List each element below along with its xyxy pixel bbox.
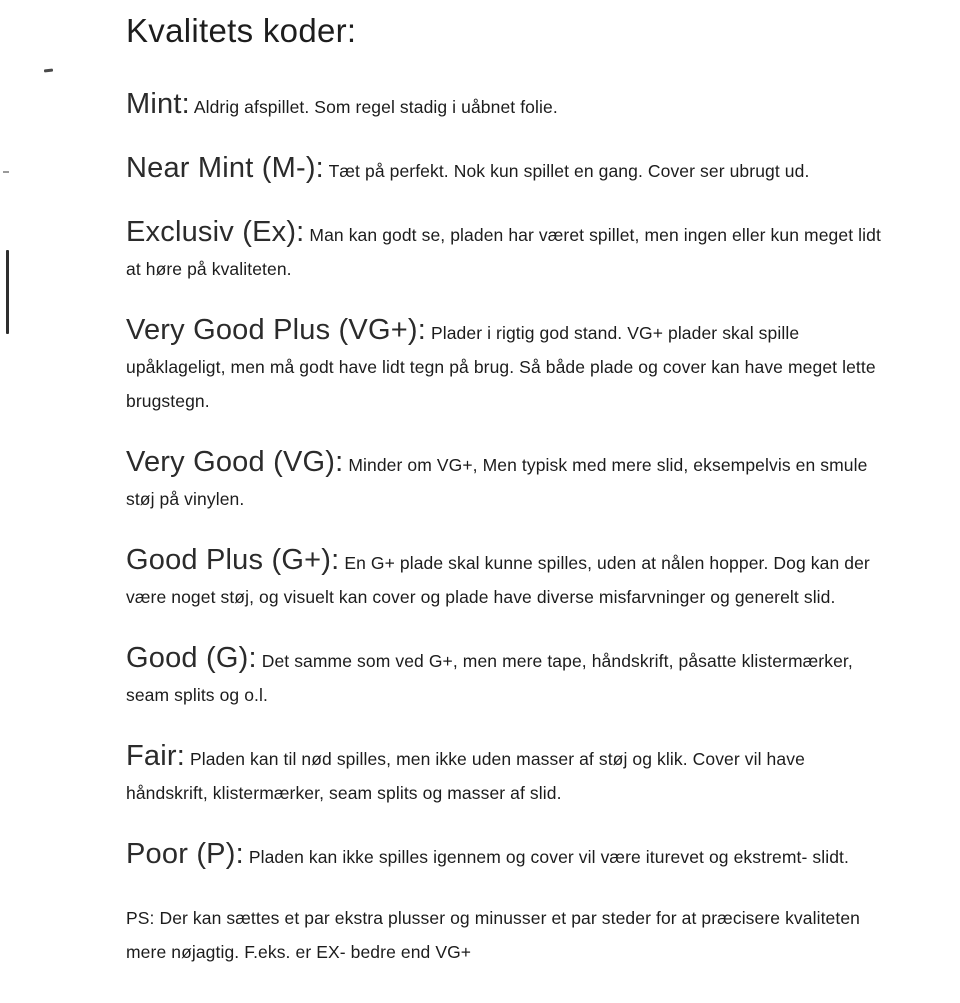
document-content <box>126 10 884 969</box>
quality-description: Man kan godt se, pladen har været spillet, men ingen eller kun meget lidt at høre på kvaliteten. <box>126 225 881 280</box>
quality-description: Pladen kan til nød spilles, men ikke uden masser af støj og klik. Cover vil have håndskrift, klistermærker, seam splits og masser af slid. <box>126 749 805 804</box>
quality-term: Poor (P): <box>126 838 244 871</box>
page-title: Kvalitets koder: <box>126 12 357 49</box>
quality-entry-exclusiv <box>126 215 884 286</box>
quality-entry-good <box>126 641 884 712</box>
quality-description: En G+ plade skal kunne spilles, uden at nålen hopper. Dog kan der være noget støj, og visuelt kan cover og plade have diverse misfarvninger og generelt slid. <box>126 553 870 608</box>
quality-description: Minder om VG+, Men typisk med mere slid, eksempelvis en smule støj på vinylen. <box>126 455 868 510</box>
quality-description: Tæt på perfekt. Nok kun spillet en gang. Cover ser ubrugt ud. <box>328 161 810 182</box>
quality-entry-near-mint <box>126 151 884 188</box>
quality-description: Det samme som ved G+, men mere tape, håndskrift, påsatte klistermærker, seam splits og o.l. <box>126 651 853 706</box>
quality-entry-good-plus <box>126 543 884 614</box>
quality-description: Aldrig afspillet. Som regel stadig i uåbnet folie. <box>193 97 558 118</box>
footnote: PS: Der kan sættes et par ekstra plusser og minusser et par steder for at præcisere kvaliteten mere nøjagtig. F.eks. er EX- bedre end VG+ <box>126 908 861 963</box>
quality-term: Good Plus (G+): <box>126 544 340 577</box>
quality-term: Very Good (VG): <box>126 446 344 479</box>
quality-description: Plader i rigtig god stand. VG+ plader skal spille upåklageligt, men må godt have lidt tegn på brug. Så både plade og cover kan have meget lette brugstegn. <box>126 323 876 412</box>
scan-artifact-tick <box>3 171 9 173</box>
quality-term: Exclusiv (Ex): <box>126 216 305 249</box>
quality-entry-poor <box>126 837 884 874</box>
quality-term: Mint: <box>126 88 190 121</box>
quality-description: Pladen kan ikke spilles igennem og cover vil være iturevet og ekstremt- slidt. <box>248 847 849 868</box>
quality-entry-mint <box>126 87 884 124</box>
scan-artifact-dash <box>44 69 53 73</box>
scan-artifact-line <box>6 250 9 334</box>
quality-term: Good (G): <box>126 642 257 675</box>
quality-entry-very-good-plus <box>126 313 884 418</box>
quality-term: Fair: <box>126 740 185 773</box>
quality-entry-very-good <box>126 445 884 516</box>
quality-term: Very Good Plus (VG+): <box>126 314 426 347</box>
quality-entry-fair <box>126 739 884 810</box>
quality-term: Near Mint (M-): <box>126 152 324 185</box>
